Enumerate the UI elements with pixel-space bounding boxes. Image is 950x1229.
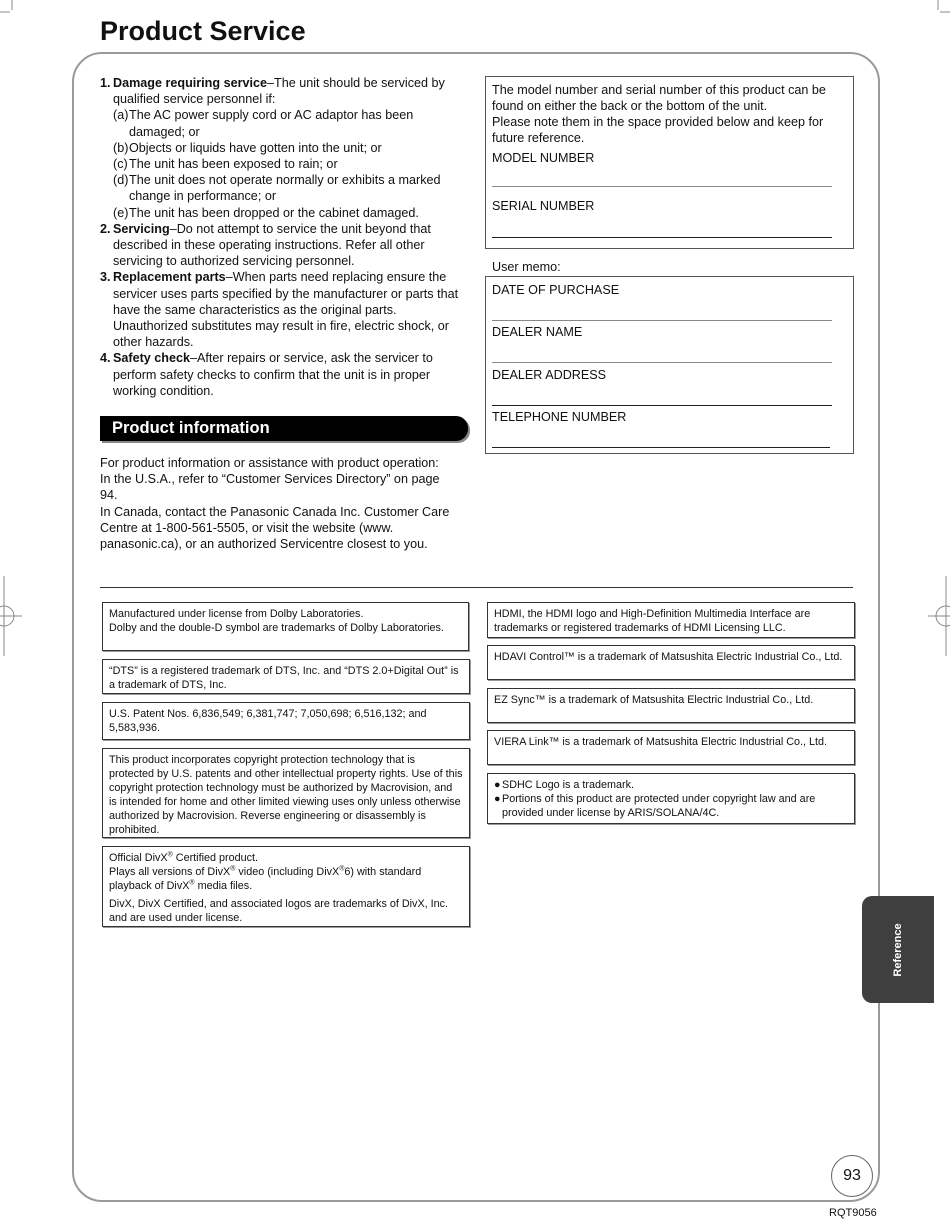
service-item-4: [100, 350, 468, 399]
reference-tab-label: Reference: [892, 922, 904, 977]
item-number: 3.: [100, 270, 111, 285]
product-info-line: In Canada, contact the Panasonic Canada Inc. Customer Care Centre at 1-800-561-5505, or visit the website (www. panasonic.ca), or an authorized Servicentre closest to you.: [100, 504, 450, 552]
item-number: 4.: [100, 351, 111, 366]
item-heading: Damage requiring service: [113, 76, 267, 90]
viera-notice: VIERA Link™ is a trademark of Matsushita Electric Industrial Co., Ltd.: [487, 730, 855, 765]
dolby-notice: Manufactured under license from Dolby Laboratories. Dolby and the double-D symbol are trademarks of Dolby Laboratories.: [102, 602, 469, 651]
model-serial-box: [485, 76, 854, 249]
item-text: –The unit should be serviced by qualified service personnel if:: [113, 76, 445, 107]
dealer-address-label: DEALER ADDRESS: [492, 368, 607, 382]
condition-item: (d) The unit does not operate normally or exhibits a marked change in performance; or: [113, 173, 441, 204]
condition-list: [113, 107, 468, 220]
section-divider: [100, 587, 853, 588]
patent-notice: U.S. Patent Nos. 6,836,549; 6,381,747; 7,050,698; 6,516,132; and 5,583,936.: [102, 702, 470, 740]
service-item-2: [100, 221, 468, 270]
hdmi-notice: HDMI, the HDMI logo and High-Definition Multimedia Interface are trademarks or registered trademarks of HDMI Licensing LLC.: [487, 602, 855, 638]
memo-line: [492, 362, 832, 363]
service-item-1: [100, 75, 468, 221]
item-heading: Servicing: [113, 221, 170, 236]
divx-notice: Official DivX® Certified product. Plays all versions of DivX® video (including DivX®6) with standard playback of DivX® media files. DivX, DivX Certified, and associated logos are trademarks of DivX, Inc. and are used under license.: [102, 846, 470, 927]
item-heading: Safety check: [113, 351, 191, 366]
dts-notice: “DTS” is a registered trademark of DTS, Inc. and “DTS 2.0+Digital Out” is a trademark of DTS, Inc.: [102, 659, 470, 694]
product-info-line: For product information or assistance with product operation:: [100, 456, 439, 470]
product-info-heading: Product information: [100, 416, 468, 441]
product-info-text: [100, 455, 460, 552]
telephone-number-label: TELEPHONE NUMBER: [492, 410, 627, 424]
item-heading: Replacement parts: [113, 270, 226, 285]
ezsync-notice: EZ Sync™ is a trademark of Matsushita Electric Industrial Co., Ltd.: [487, 688, 855, 723]
memo-line: [492, 405, 832, 406]
user-memo-heading: User memo:: [492, 260, 561, 274]
condition-item: (a) The AC power supply cord or AC adaptor has been damaged; or: [113, 108, 414, 139]
service-list: [100, 75, 468, 399]
service-section: [100, 75, 468, 399]
macrovision-notice: This product incorporates copyright protection technology that is protected by U.S. patents and other intellectual property rights. Use of this copyright protection technology must be authorized by Macrovision, and is intended for home and other limited viewing uses only unless otherwise authorized by Macrovision. Reverse engineering or disassembly is prohibited.: [102, 748, 470, 838]
serial-number-label: SERIAL NUMBER: [492, 199, 595, 213]
sdhc-notice: ● SDHC Logo is a trademark. ● Portions of this product are protected under copyright law and are provided under license by ARIS/SOLANA/4C.: [487, 773, 855, 824]
item-number: 2.: [100, 221, 111, 236]
bullet-icon: ●: [494, 793, 501, 805]
record-instructions: The model number and serial number of this product can be found on either the back or the bottom of the unit. Please note them in the space provided below and keep for future reference.: [492, 83, 826, 145]
condition-item: (e) The unit has been dropped or the cabinet damaged.: [113, 205, 419, 220]
model-number-label: MODEL NUMBER: [492, 151, 595, 165]
hdavi-notice: HDAVI Control™ is a trademark of Matsushita Electric Industrial Co., Ltd.: [487, 645, 855, 680]
reference-tab[interactable]: [862, 896, 934, 1003]
page-title: Product Service: [100, 16, 306, 46]
service-item-3: [100, 269, 468, 350]
item-number: 1.: [100, 76, 111, 90]
item-text: –When parts need replacing ensure the servicer uses parts specified by the manufacturer or parts that have the same characteristics as the original parts. Unauthorized substitutes may result in fire, electric shock, or other hazards.: [113, 270, 459, 350]
bullet-icon: ●: [494, 779, 501, 791]
page-number: 93: [831, 1155, 873, 1197]
document-code: RQT9056: [829, 1207, 877, 1219]
memo-line: [492, 320, 832, 321]
item-text: –After repairs or service, ask the servicer to perform safety checks to confirm that the unit is in proper working condition.: [113, 351, 433, 398]
user-memo-box: [485, 276, 854, 454]
dealer-name-label: DEALER NAME: [492, 325, 583, 339]
date-of-purchase-label: DATE OF PURCHASE: [492, 283, 620, 297]
condition-item: (c) The unit has been exposed to rain; or: [113, 157, 338, 172]
item-text: –Do not attempt to service the unit beyond that described in these operating instructions. Refer all other servicing to authorized servicing personnel.: [113, 221, 431, 269]
condition-item: (b) Objects or liquids have gotten into the unit; or: [113, 140, 382, 155]
model-number-line: [492, 186, 832, 187]
product-info-line: In the U.S.A., refer to “Customer Services Directory” on page 94.: [100, 472, 440, 503]
memo-line: [492, 447, 830, 448]
serial-number-line: [492, 237, 832, 238]
